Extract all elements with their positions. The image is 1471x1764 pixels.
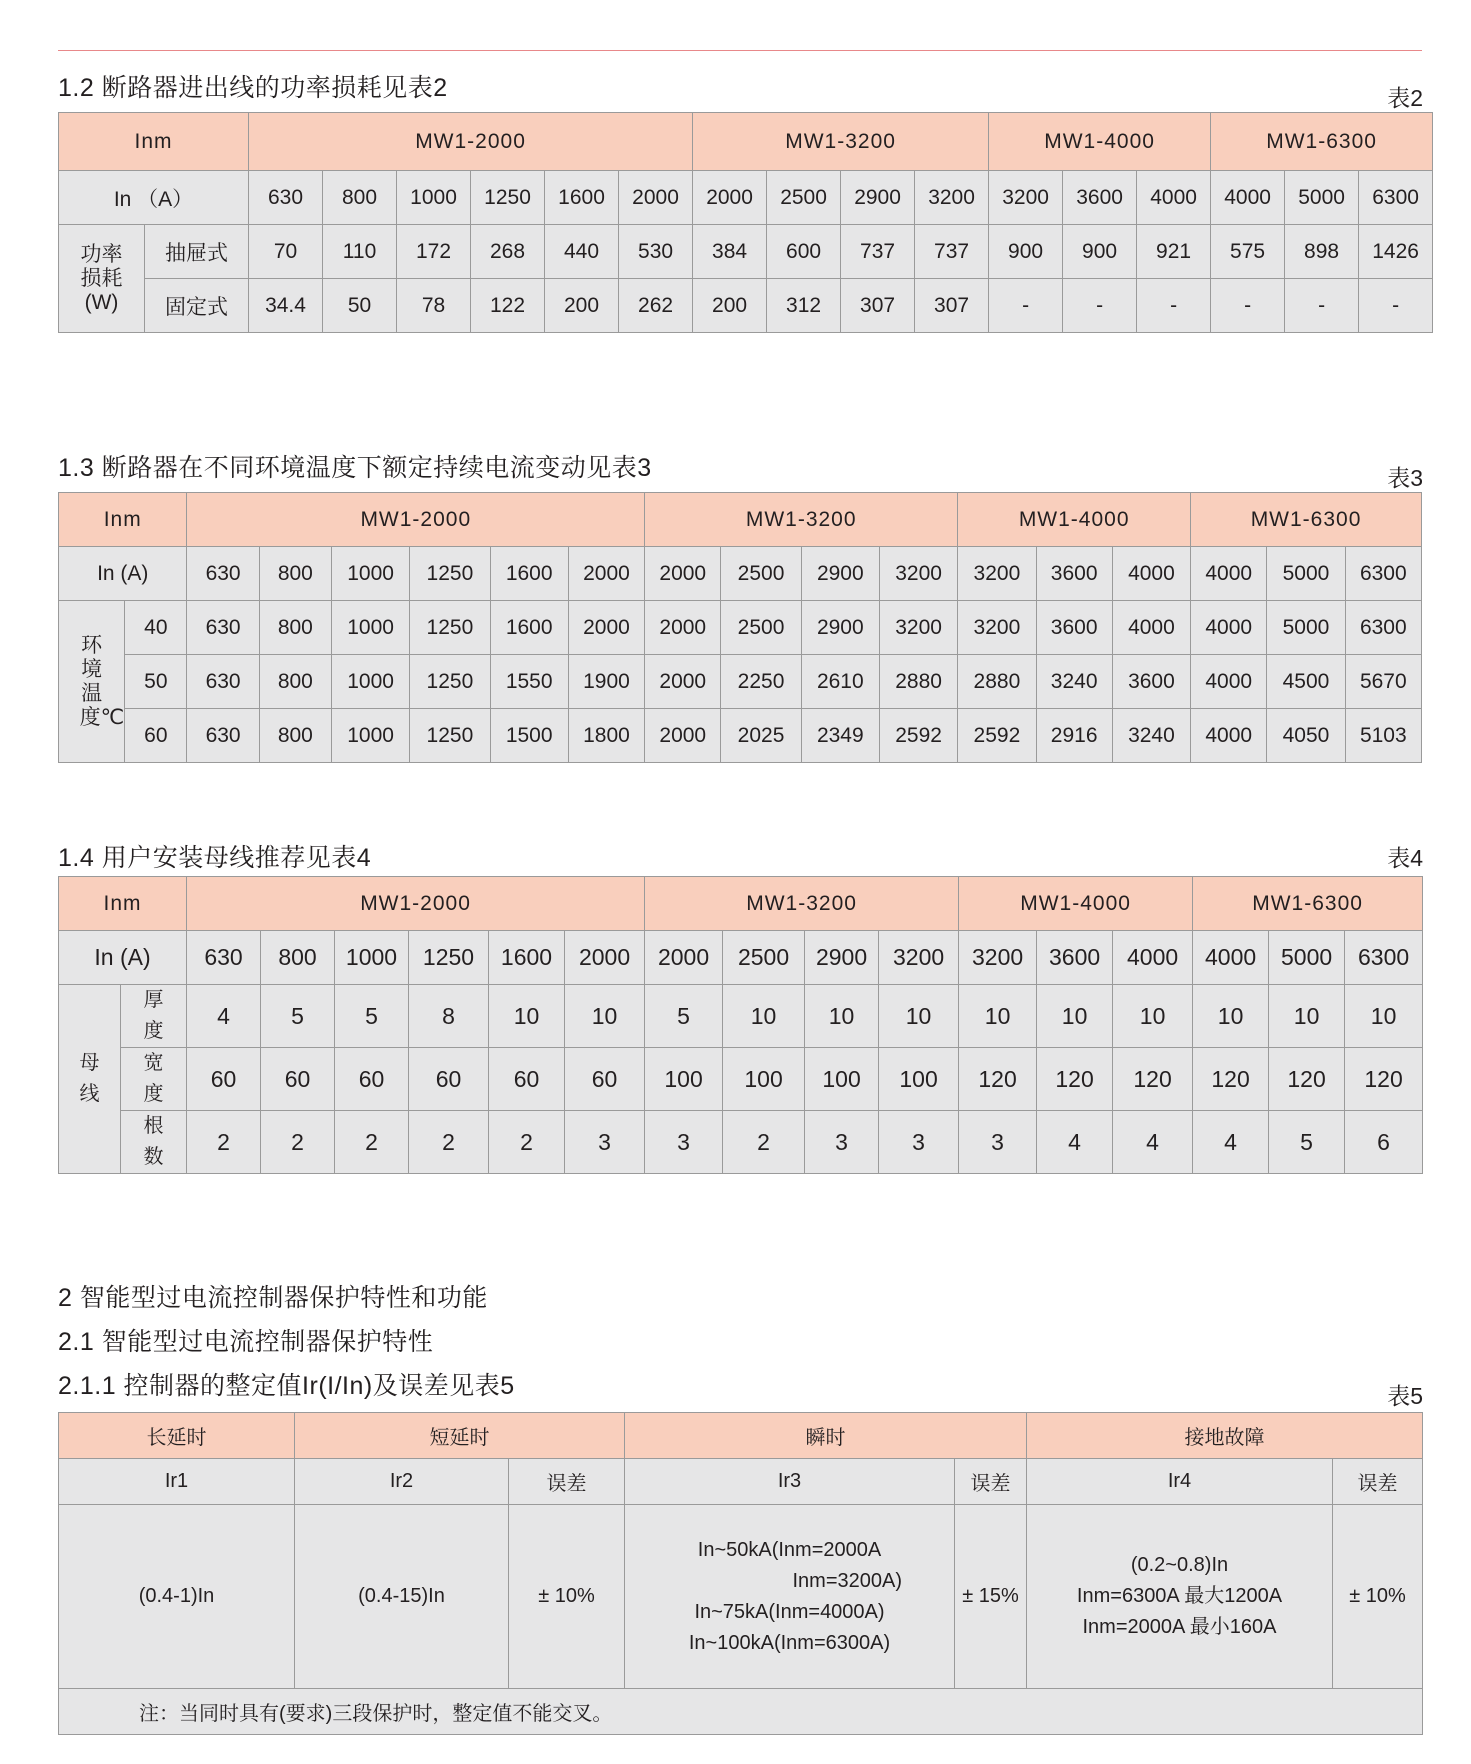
value-cell: 120 bbox=[1113, 1048, 1193, 1111]
row-label bbox=[121, 1048, 187, 1111]
instantaneous-header: 瞬时 bbox=[625, 1413, 1027, 1459]
current-cell: 3200 bbox=[879, 931, 959, 985]
value-cell: - bbox=[1137, 279, 1211, 333]
value-cell: 4000 bbox=[1191, 601, 1267, 655]
value-cell: 120 bbox=[1345, 1048, 1423, 1111]
value-cell: - bbox=[989, 279, 1063, 333]
current-cell: 4000 bbox=[1137, 171, 1211, 225]
ir1-header: Ir1 bbox=[59, 1459, 295, 1505]
value-cell: 172 bbox=[397, 225, 471, 279]
value-cell: 800 bbox=[259, 655, 331, 709]
row-label-text: 根数 bbox=[143, 1115, 164, 1168]
ir4-error-value: ± 10% bbox=[1333, 1505, 1423, 1689]
current-cell: 3200 bbox=[989, 171, 1063, 225]
value-cell: 5103 bbox=[1345, 709, 1421, 763]
value-cell: 5 bbox=[645, 985, 723, 1048]
value-cell: 3240 bbox=[1036, 655, 1112, 709]
section-1-4-heading: 1.4 用户安装母线推荐见表4 bbox=[58, 844, 372, 872]
long-delay-header: 长延时 bbox=[59, 1413, 295, 1459]
current-cell: 3200 bbox=[958, 547, 1036, 601]
value-cell: 120 bbox=[1269, 1048, 1345, 1111]
value-cell: 110 bbox=[323, 225, 397, 279]
current-cell: 6300 bbox=[1345, 931, 1423, 985]
value-cell: 3600 bbox=[1036, 601, 1112, 655]
value-cell: 2880 bbox=[958, 655, 1036, 709]
value-cell: 384 bbox=[693, 225, 767, 279]
ir2-header: Ir2 bbox=[295, 1459, 509, 1505]
value-cell: 4 bbox=[1193, 1111, 1269, 1174]
current-cell: 2000 bbox=[565, 931, 645, 985]
value-cell: - bbox=[1063, 279, 1137, 333]
value-cell: 2880 bbox=[879, 655, 957, 709]
value-cell: 900 bbox=[989, 225, 1063, 279]
current-cell: 5000 bbox=[1285, 171, 1359, 225]
value-cell: 2 bbox=[335, 1111, 409, 1174]
current-cell: 2000 bbox=[645, 931, 723, 985]
ir2-value: (0.4-15)In bbox=[295, 1505, 509, 1689]
ir3-value bbox=[625, 1505, 955, 1689]
value-cell: 60 bbox=[335, 1048, 409, 1111]
value-cell: 10 bbox=[565, 985, 645, 1048]
in-label: In (A) bbox=[59, 547, 187, 601]
current-cell: 2500 bbox=[723, 931, 805, 985]
current-cell: 630 bbox=[249, 171, 323, 225]
model-header: MW1-4000 bbox=[959, 877, 1193, 931]
section-2-heading: 2 智能型过电流控制器保护特性和功能 bbox=[58, 1284, 488, 1312]
ir4-line: Inm=6300A 最大1200A bbox=[1076, 1585, 1283, 1607]
value-cell: 800 bbox=[259, 601, 331, 655]
current-cell: 630 bbox=[187, 931, 261, 985]
section-1-3-heading: 1.3 断路器在不同环境温度下额定持续电流变动见表3 bbox=[58, 454, 652, 482]
current-cell: 2500 bbox=[767, 171, 841, 225]
in-label: In （A） bbox=[59, 171, 249, 225]
current-cell: 1600 bbox=[545, 171, 619, 225]
table-5-label: 表5 bbox=[1387, 1383, 1423, 1409]
error-header: 误差 bbox=[509, 1459, 625, 1505]
current-cell: 630 bbox=[187, 547, 259, 601]
value-cell: 575 bbox=[1211, 225, 1285, 279]
current-cell: 2500 bbox=[721, 547, 801, 601]
value-cell: 60 bbox=[261, 1048, 335, 1111]
ir4-line: (0.2~0.8)In bbox=[1130, 1554, 1229, 1576]
value-cell: 5 bbox=[261, 985, 335, 1048]
value-cell: - bbox=[1285, 279, 1359, 333]
power-loss-table bbox=[58, 112, 1433, 333]
value-cell: 630 bbox=[187, 655, 259, 709]
value-cell: 10 bbox=[879, 985, 959, 1048]
table-note: 注：当同时具有(要求)三段保护时，整定值不能交叉。 bbox=[59, 1689, 1423, 1735]
power-loss-label-text: 功率损耗(W) bbox=[80, 242, 123, 314]
current-cell: 2000 bbox=[568, 547, 644, 601]
value-cell: 3 bbox=[645, 1111, 723, 1174]
value-cell: 2025 bbox=[721, 709, 801, 763]
error-header: 误差 bbox=[1333, 1459, 1423, 1505]
temperature-label-text: 环境温度℃ bbox=[79, 633, 125, 729]
model-header: MW1-2000 bbox=[187, 877, 645, 931]
ir3-line: Inm=3200A) bbox=[792, 1569, 902, 1592]
value-cell: 5 bbox=[1269, 1111, 1345, 1174]
value-cell: 800 bbox=[259, 709, 331, 763]
value-cell: 2250 bbox=[721, 655, 801, 709]
current-cell: 1250 bbox=[410, 547, 490, 601]
ir4-value bbox=[1027, 1505, 1333, 1689]
row-label: 抽屉式 bbox=[145, 225, 249, 279]
value-cell: 2592 bbox=[879, 709, 957, 763]
current-cell: 5000 bbox=[1267, 547, 1345, 601]
row-label-text: 宽度 bbox=[143, 1052, 164, 1105]
temperature-value: 50 bbox=[125, 655, 187, 709]
section-2-1-heading: 2.1 智能型过电流控制器保护特性 bbox=[58, 1328, 434, 1356]
ir3-line: In~75kA(Inm=4000A) bbox=[694, 1600, 885, 1623]
value-cell: 2916 bbox=[1036, 709, 1112, 763]
value-cell: 2000 bbox=[645, 709, 721, 763]
value-cell: 60 bbox=[409, 1048, 489, 1111]
current-cell: 3600 bbox=[1037, 931, 1113, 985]
value-cell: 3 bbox=[565, 1111, 645, 1174]
temperature-derating-table bbox=[58, 492, 1422, 763]
value-cell: 3 bbox=[879, 1111, 959, 1174]
value-cell: 3 bbox=[959, 1111, 1037, 1174]
value-cell: 200 bbox=[545, 279, 619, 333]
model-header: MW1-4000 bbox=[958, 493, 1191, 547]
value-cell: 2 bbox=[187, 1111, 261, 1174]
value-cell: 10 bbox=[1113, 985, 1193, 1048]
value-cell: 2000 bbox=[645, 601, 721, 655]
value-cell: 100 bbox=[879, 1048, 959, 1111]
model-header: MW1-2000 bbox=[249, 113, 693, 171]
value-cell: 1000 bbox=[331, 601, 409, 655]
model-header: MW1-6300 bbox=[1193, 877, 1423, 931]
current-cell: 1000 bbox=[397, 171, 471, 225]
value-cell: 5670 bbox=[1345, 655, 1421, 709]
busbar-label bbox=[59, 985, 121, 1174]
value-cell: 10 bbox=[1345, 985, 1423, 1048]
value-cell: 60 bbox=[489, 1048, 565, 1111]
current-cell: 4000 bbox=[1211, 171, 1285, 225]
model-header: MW1-2000 bbox=[187, 493, 645, 547]
current-cell: 3600 bbox=[1063, 171, 1137, 225]
value-cell: 100 bbox=[805, 1048, 879, 1111]
current-cell: 4000 bbox=[1113, 931, 1193, 985]
inm-header: Inm bbox=[59, 877, 187, 931]
row-label bbox=[121, 985, 187, 1048]
row-label bbox=[121, 1111, 187, 1174]
value-cell: 4 bbox=[1113, 1111, 1193, 1174]
value-cell: 8 bbox=[409, 985, 489, 1048]
model-header: MW1-3200 bbox=[645, 493, 958, 547]
value-cell: 307 bbox=[915, 279, 989, 333]
temperature-value: 60 bbox=[125, 709, 187, 763]
value-cell: 2900 bbox=[801, 601, 879, 655]
value-cell: 4000 bbox=[1112, 601, 1190, 655]
current-cell: 4000 bbox=[1112, 547, 1190, 601]
value-cell: 10 bbox=[1269, 985, 1345, 1048]
value-cell: 3600 bbox=[1112, 655, 1190, 709]
current-cell: 1600 bbox=[490, 547, 568, 601]
temperature-label bbox=[59, 601, 125, 763]
value-cell: 2 bbox=[261, 1111, 335, 1174]
current-cell: 1250 bbox=[471, 171, 545, 225]
current-cell: 3200 bbox=[959, 931, 1037, 985]
current-cell: 1000 bbox=[335, 931, 409, 985]
value-cell: - bbox=[1359, 279, 1433, 333]
value-cell: 120 bbox=[1193, 1048, 1269, 1111]
value-cell: 1250 bbox=[410, 709, 490, 763]
value-cell: 4000 bbox=[1191, 655, 1267, 709]
value-cell: 6 bbox=[1345, 1111, 1423, 1174]
top-rule bbox=[58, 50, 1422, 51]
value-cell: 1250 bbox=[410, 601, 490, 655]
ir3-line: In~50kA(Inm=2000A bbox=[697, 1538, 882, 1561]
value-cell: 1000 bbox=[331, 709, 409, 763]
value-cell: 3200 bbox=[958, 601, 1036, 655]
value-cell: 2349 bbox=[801, 709, 879, 763]
value-cell: 100 bbox=[723, 1048, 805, 1111]
busbar-recommendation-table bbox=[58, 876, 1423, 1174]
current-cell: 1600 bbox=[489, 931, 565, 985]
value-cell: 268 bbox=[471, 225, 545, 279]
value-cell: 1900 bbox=[568, 655, 644, 709]
value-cell: 5000 bbox=[1267, 601, 1345, 655]
value-cell: 1600 bbox=[490, 601, 568, 655]
inm-header: Inm bbox=[59, 113, 249, 171]
table-2-label: 表2 bbox=[1387, 85, 1423, 111]
value-cell: 120 bbox=[1037, 1048, 1113, 1111]
value-cell: 1500 bbox=[490, 709, 568, 763]
current-cell: 800 bbox=[323, 171, 397, 225]
value-cell: 2000 bbox=[645, 655, 721, 709]
value-cell: 2 bbox=[723, 1111, 805, 1174]
value-cell: 1000 bbox=[331, 655, 409, 709]
model-header: MW1-3200 bbox=[645, 877, 959, 931]
power-loss-label bbox=[59, 225, 145, 333]
value-cell: 312 bbox=[767, 279, 841, 333]
section-1-2-heading: 1.2 断路器进出线的功率损耗见表2 bbox=[58, 74, 448, 102]
current-cell: 3200 bbox=[915, 171, 989, 225]
current-cell: 800 bbox=[261, 931, 335, 985]
busbar-label-text: 母线 bbox=[79, 1052, 100, 1105]
value-cell: 10 bbox=[959, 985, 1037, 1048]
value-cell: 2 bbox=[489, 1111, 565, 1174]
value-cell: 262 bbox=[619, 279, 693, 333]
temperature-value: 40 bbox=[125, 601, 187, 655]
value-cell: 737 bbox=[915, 225, 989, 279]
row-label: 固定式 bbox=[145, 279, 249, 333]
value-cell: 898 bbox=[1285, 225, 1359, 279]
value-cell: 1550 bbox=[490, 655, 568, 709]
model-header: MW1-4000 bbox=[989, 113, 1211, 171]
value-cell: 4500 bbox=[1267, 655, 1345, 709]
value-cell: 50 bbox=[323, 279, 397, 333]
value-cell: 2 bbox=[409, 1111, 489, 1174]
current-cell: 5000 bbox=[1269, 931, 1345, 985]
value-cell: 122 bbox=[471, 279, 545, 333]
row-label-text: 厚度 bbox=[143, 989, 164, 1042]
model-header: MW1-6300 bbox=[1211, 113, 1433, 171]
value-cell: 10 bbox=[1037, 985, 1113, 1048]
ir4-line: Inm=2000A 最小160A bbox=[1082, 1616, 1277, 1638]
value-cell: 900 bbox=[1063, 225, 1137, 279]
current-cell: 2000 bbox=[645, 547, 721, 601]
ir3-header: Ir3 bbox=[625, 1459, 955, 1505]
value-cell: 3240 bbox=[1112, 709, 1190, 763]
value-cell: 737 bbox=[841, 225, 915, 279]
value-cell: 6300 bbox=[1345, 601, 1421, 655]
value-cell: 3200 bbox=[879, 601, 957, 655]
current-cell: 2900 bbox=[841, 171, 915, 225]
value-cell: 120 bbox=[959, 1048, 1037, 1111]
model-header: MW1-6300 bbox=[1191, 493, 1422, 547]
current-cell: 6300 bbox=[1345, 547, 1421, 601]
value-cell: 1426 bbox=[1359, 225, 1433, 279]
value-cell: 630 bbox=[187, 709, 259, 763]
value-cell: 100 bbox=[645, 1048, 723, 1111]
value-cell: 2000 bbox=[568, 601, 644, 655]
current-cell: 2900 bbox=[805, 931, 879, 985]
ir3-line: In~100kA(Inm=6300A) bbox=[688, 1631, 891, 1654]
table-3-label: 表3 bbox=[1387, 465, 1423, 491]
value-cell: 34.4 bbox=[249, 279, 323, 333]
ir3-error-value: ± 15% bbox=[955, 1505, 1027, 1689]
section-2-1-1-heading: 2.1.1 控制器的整定值Ir(I/In)及误差见表5 bbox=[58, 1372, 515, 1400]
current-cell: 1250 bbox=[409, 931, 489, 985]
ir4-header: Ir4 bbox=[1027, 1459, 1333, 1505]
current-cell: 4000 bbox=[1193, 931, 1269, 985]
model-header: MW1-3200 bbox=[693, 113, 989, 171]
current-cell: 6300 bbox=[1359, 171, 1433, 225]
value-cell: 4 bbox=[187, 985, 261, 1048]
value-cell: 4000 bbox=[1191, 709, 1267, 763]
value-cell: 2500 bbox=[721, 601, 801, 655]
current-cell: 1000 bbox=[331, 547, 409, 601]
value-cell: 200 bbox=[693, 279, 767, 333]
value-cell: - bbox=[1211, 279, 1285, 333]
value-cell: 530 bbox=[619, 225, 693, 279]
protection-settings-table bbox=[58, 1412, 1423, 1735]
current-cell: 800 bbox=[259, 547, 331, 601]
value-cell: 60 bbox=[187, 1048, 261, 1111]
value-cell: 10 bbox=[805, 985, 879, 1048]
ir1-value: (0.4-1)In bbox=[59, 1505, 295, 1689]
value-cell: 2592 bbox=[958, 709, 1036, 763]
in-label: In (A) bbox=[59, 931, 187, 985]
value-cell: 630 bbox=[187, 601, 259, 655]
ground-fault-header: 接地故障 bbox=[1027, 1413, 1423, 1459]
current-cell: 2000 bbox=[693, 171, 767, 225]
short-delay-header: 短延时 bbox=[295, 1413, 625, 1459]
value-cell: 921 bbox=[1137, 225, 1211, 279]
value-cell: 70 bbox=[249, 225, 323, 279]
value-cell: 78 bbox=[397, 279, 471, 333]
value-cell: 1800 bbox=[568, 709, 644, 763]
ir2-error-value: ± 10% bbox=[509, 1505, 625, 1689]
value-cell: 60 bbox=[565, 1048, 645, 1111]
inm-header: Inm bbox=[59, 493, 187, 547]
current-cell: 4000 bbox=[1191, 547, 1267, 601]
value-cell: 1250 bbox=[410, 655, 490, 709]
value-cell: 4 bbox=[1037, 1111, 1113, 1174]
value-cell: 5 bbox=[335, 985, 409, 1048]
value-cell: 600 bbox=[767, 225, 841, 279]
current-cell: 3600 bbox=[1036, 547, 1112, 601]
value-cell: 307 bbox=[841, 279, 915, 333]
table-4-label: 表4 bbox=[1387, 845, 1423, 871]
current-cell: 2900 bbox=[801, 547, 879, 601]
current-cell: 2000 bbox=[619, 171, 693, 225]
value-cell: 10 bbox=[1193, 985, 1269, 1048]
value-cell: 10 bbox=[723, 985, 805, 1048]
value-cell: 10 bbox=[489, 985, 565, 1048]
error-header: 误差 bbox=[955, 1459, 1027, 1505]
value-cell: 440 bbox=[545, 225, 619, 279]
value-cell: 3 bbox=[805, 1111, 879, 1174]
current-cell: 3200 bbox=[879, 547, 957, 601]
value-cell: 2610 bbox=[801, 655, 879, 709]
value-cell: 4050 bbox=[1267, 709, 1345, 763]
